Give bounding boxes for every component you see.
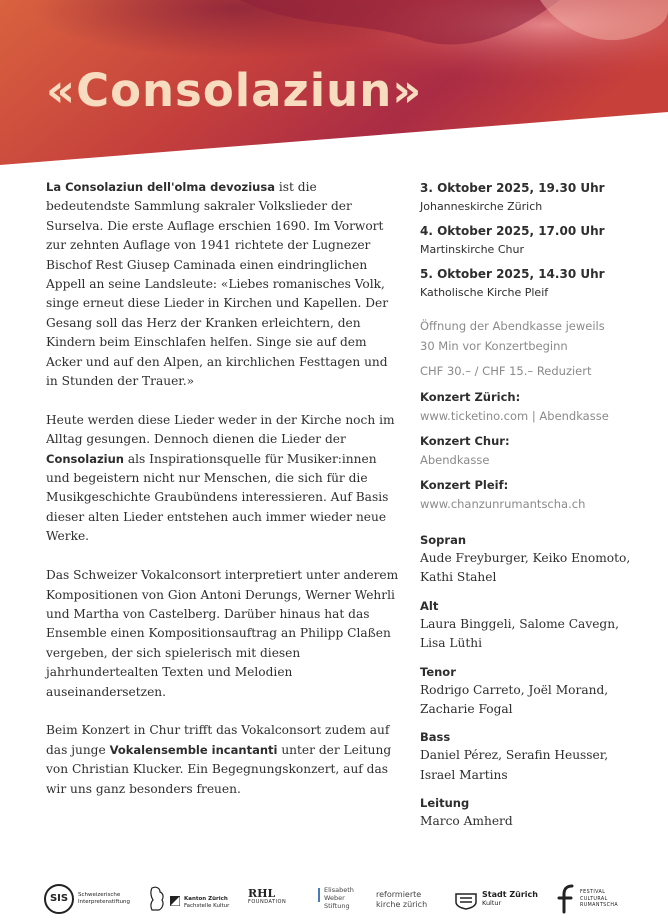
sis-mark: SIS — [44, 884, 74, 914]
accent-bar — [318, 888, 320, 902]
event-venue: Johanneskirche Zürich — [420, 200, 543, 213]
role-names: Rodrigo Carreto, Joël Morand, — [420, 682, 609, 697]
festival-f-icon — [556, 884, 578, 914]
event-venue: Katholische Kirche Pleif — [420, 286, 549, 299]
paragraph-text: ist die bedeutendste Sammlung sakraler Volkslieder der Surselva. Die erste Auflage erschien 1690. Im Vorwort zur zehnten Auflage von 1941 richtete der Lugnezer Bischof Rest Giusep Caminada einen eindringlichen Appell an seine Landsleute: «Liebes romanisches Volk, singe erneut diese Lieder in Kirchen und Kapellen. Der Gesang soll das Herz der Kranken erleichtern, den Kindern beim Einschlafen helfen. Singe sie auf dem Acker und auf den Alpen, an kirchlichen Festtagen und in Stunden der Trauer.» — [46, 180, 389, 389]
paragraph-today — [46, 411, 400, 547]
event-item — [420, 221, 655, 259]
paragraph-text: als Inspirationsquelle für Musiker:innen und begeistern nicht nur Menschen, die sich für die Musikgeschichte Graubündens interessieren. Auf Basis dieser alten Lieder entstehen auch immer wieder neue Werke. — [46, 451, 389, 544]
role-label: Bass — [420, 730, 451, 745]
ticket-label: Konzert Pleif: — [420, 478, 509, 492]
logo-text: FESTIVAL — [580, 890, 606, 895]
highlight-title: La Consolaziun dell'olma devoziusa — [46, 180, 275, 194]
logo-text: RHL — [248, 887, 276, 900]
event-date: 3. Oktober 2025, 19.30 Uhr — [420, 181, 605, 195]
role-names: Laura Binggeli, Salome Cavegn, — [420, 616, 619, 631]
role-names: Zacharie Fogal — [420, 702, 513, 717]
paragraph-text: unter der Leitung von Christian Klucker. Ein Begegnungskonzert, auf das wir uns ganz besonders freuen. — [46, 742, 392, 796]
header-banner — [0, 0, 668, 165]
logo-text: FOUNDATION — [248, 899, 287, 905]
canton-shield-icon — [170, 896, 180, 906]
performer-group — [420, 663, 655, 720]
logo-text: Fachstelle Kultur — [184, 902, 230, 909]
role-names: Aude Freyburger, Keiko Enomoto, — [420, 551, 631, 565]
logo-text: CULTURAL — [580, 896, 608, 902]
paragraph-text: Das Schweizer Vokalconsort interpretiert unter anderem Kompositionen von Gion Antoni Derungs, Werner Wehrli und Martha von Castelberg. Darüber hinaus hat das Ensemble einen Kompositionsauftrag an Philipp Claßen vergeben, der sich spielerisch mit diesen jahrhundertealten Texten und Melodien auseinandersetzen. — [46, 568, 399, 699]
rhl-foundation-logo — [248, 888, 308, 916]
role-names: Kathi Stahel — [420, 570, 497, 585]
role-label: Tenor — [420, 664, 456, 679]
body-text — [46, 178, 400, 818]
ticket-link[interactable]: www.ticketino.com | Abendkasse — [420, 409, 609, 423]
performer-group — [420, 794, 655, 831]
kanton-zuerich-logo — [148, 886, 238, 916]
event-venue: Martinskirche Chur — [420, 243, 524, 256]
performer-group — [420, 728, 655, 785]
logo-text: Elisabeth — [324, 886, 354, 894]
box-office-info — [420, 316, 655, 381]
logo-text: Stadt Zürich — [482, 890, 538, 899]
info-column — [420, 178, 655, 832]
paragraph-text: Heute werden diese Lieder weder in der Kirche noch im Alltag gesungen. Dennoch dienen die Lieder der — [46, 412, 395, 447]
role-names: Lisa Lüthi — [420, 636, 482, 651]
performer-group — [420, 597, 655, 654]
festival-logo — [556, 884, 636, 918]
role-label: Alt — [420, 598, 439, 613]
logo-text: Kultur — [482, 899, 502, 907]
role-names: Israel Martins — [420, 767, 508, 782]
paragraph-text: Beim Konzert in Chur trifft das Vokalconsort zudem auf das junge — [46, 723, 390, 757]
ticket-info — [420, 387, 655, 514]
ticket-value: Abendkasse — [420, 453, 490, 467]
paragraph-chur — [46, 721, 400, 799]
logo-text: Schweizerische — [78, 892, 121, 898]
sponsor-logos — [0, 880, 668, 920]
logo-text: kirche zürich — [376, 900, 428, 909]
logo-text: Weber — [324, 894, 345, 902]
weber-stiftung-logo — [318, 886, 368, 918]
box-office-line: 30 Min vor Konzertbeginn — [420, 339, 568, 353]
page-title: «Consolaziun» — [46, 64, 423, 117]
event-date: 4. Oktober 2025, 17.00 Uhr — [420, 224, 605, 238]
highlight-ensemble: Vokalensemble incantanti — [109, 742, 278, 757]
ticket-link[interactable]: www.chanzunrumantscha.ch — [420, 497, 586, 511]
event-item — [420, 264, 655, 302]
logo-text: reformierte — [376, 890, 422, 899]
performers-list — [420, 531, 655, 832]
highlight-title: Consolaziun — [46, 451, 124, 466]
logo-text: Stiftung — [324, 902, 350, 910]
role-label: Sopran — [420, 533, 467, 547]
performer-group — [420, 531, 655, 588]
logo-text: Kanton Zürich — [184, 896, 228, 902]
logo-text: Interpretenstiftung — [78, 898, 130, 905]
event-date: 5. Oktober 2025, 14.30 Uhr — [420, 267, 605, 281]
role-label: Leitung — [420, 796, 470, 811]
stadt-zuerich-logo — [454, 890, 544, 914]
box-office-line: Öffnung der Abendkasse jeweils — [420, 319, 605, 333]
paragraph-ensemble — [46, 566, 400, 702]
ticket-prices: CHF 30.– / CHF 15.– Reduziert — [420, 364, 592, 378]
ticket-label: Konzert Zürich: — [420, 390, 521, 404]
role-names: Marco Amherd — [420, 814, 513, 829]
paragraph-intro — [46, 178, 400, 391]
role-names: Daniel Pérez, Serafin Heusser, — [420, 748, 609, 763]
event-item — [420, 178, 655, 216]
ticket-label: Konzert Chur: — [420, 434, 510, 448]
sis-logo — [44, 884, 154, 918]
logo-text: RUMANTSCHA — [580, 903, 619, 908]
lion-icon — [148, 886, 166, 912]
stadt-crest-icon — [454, 892, 478, 910]
reformierte-kirche-logo — [376, 890, 440, 914]
